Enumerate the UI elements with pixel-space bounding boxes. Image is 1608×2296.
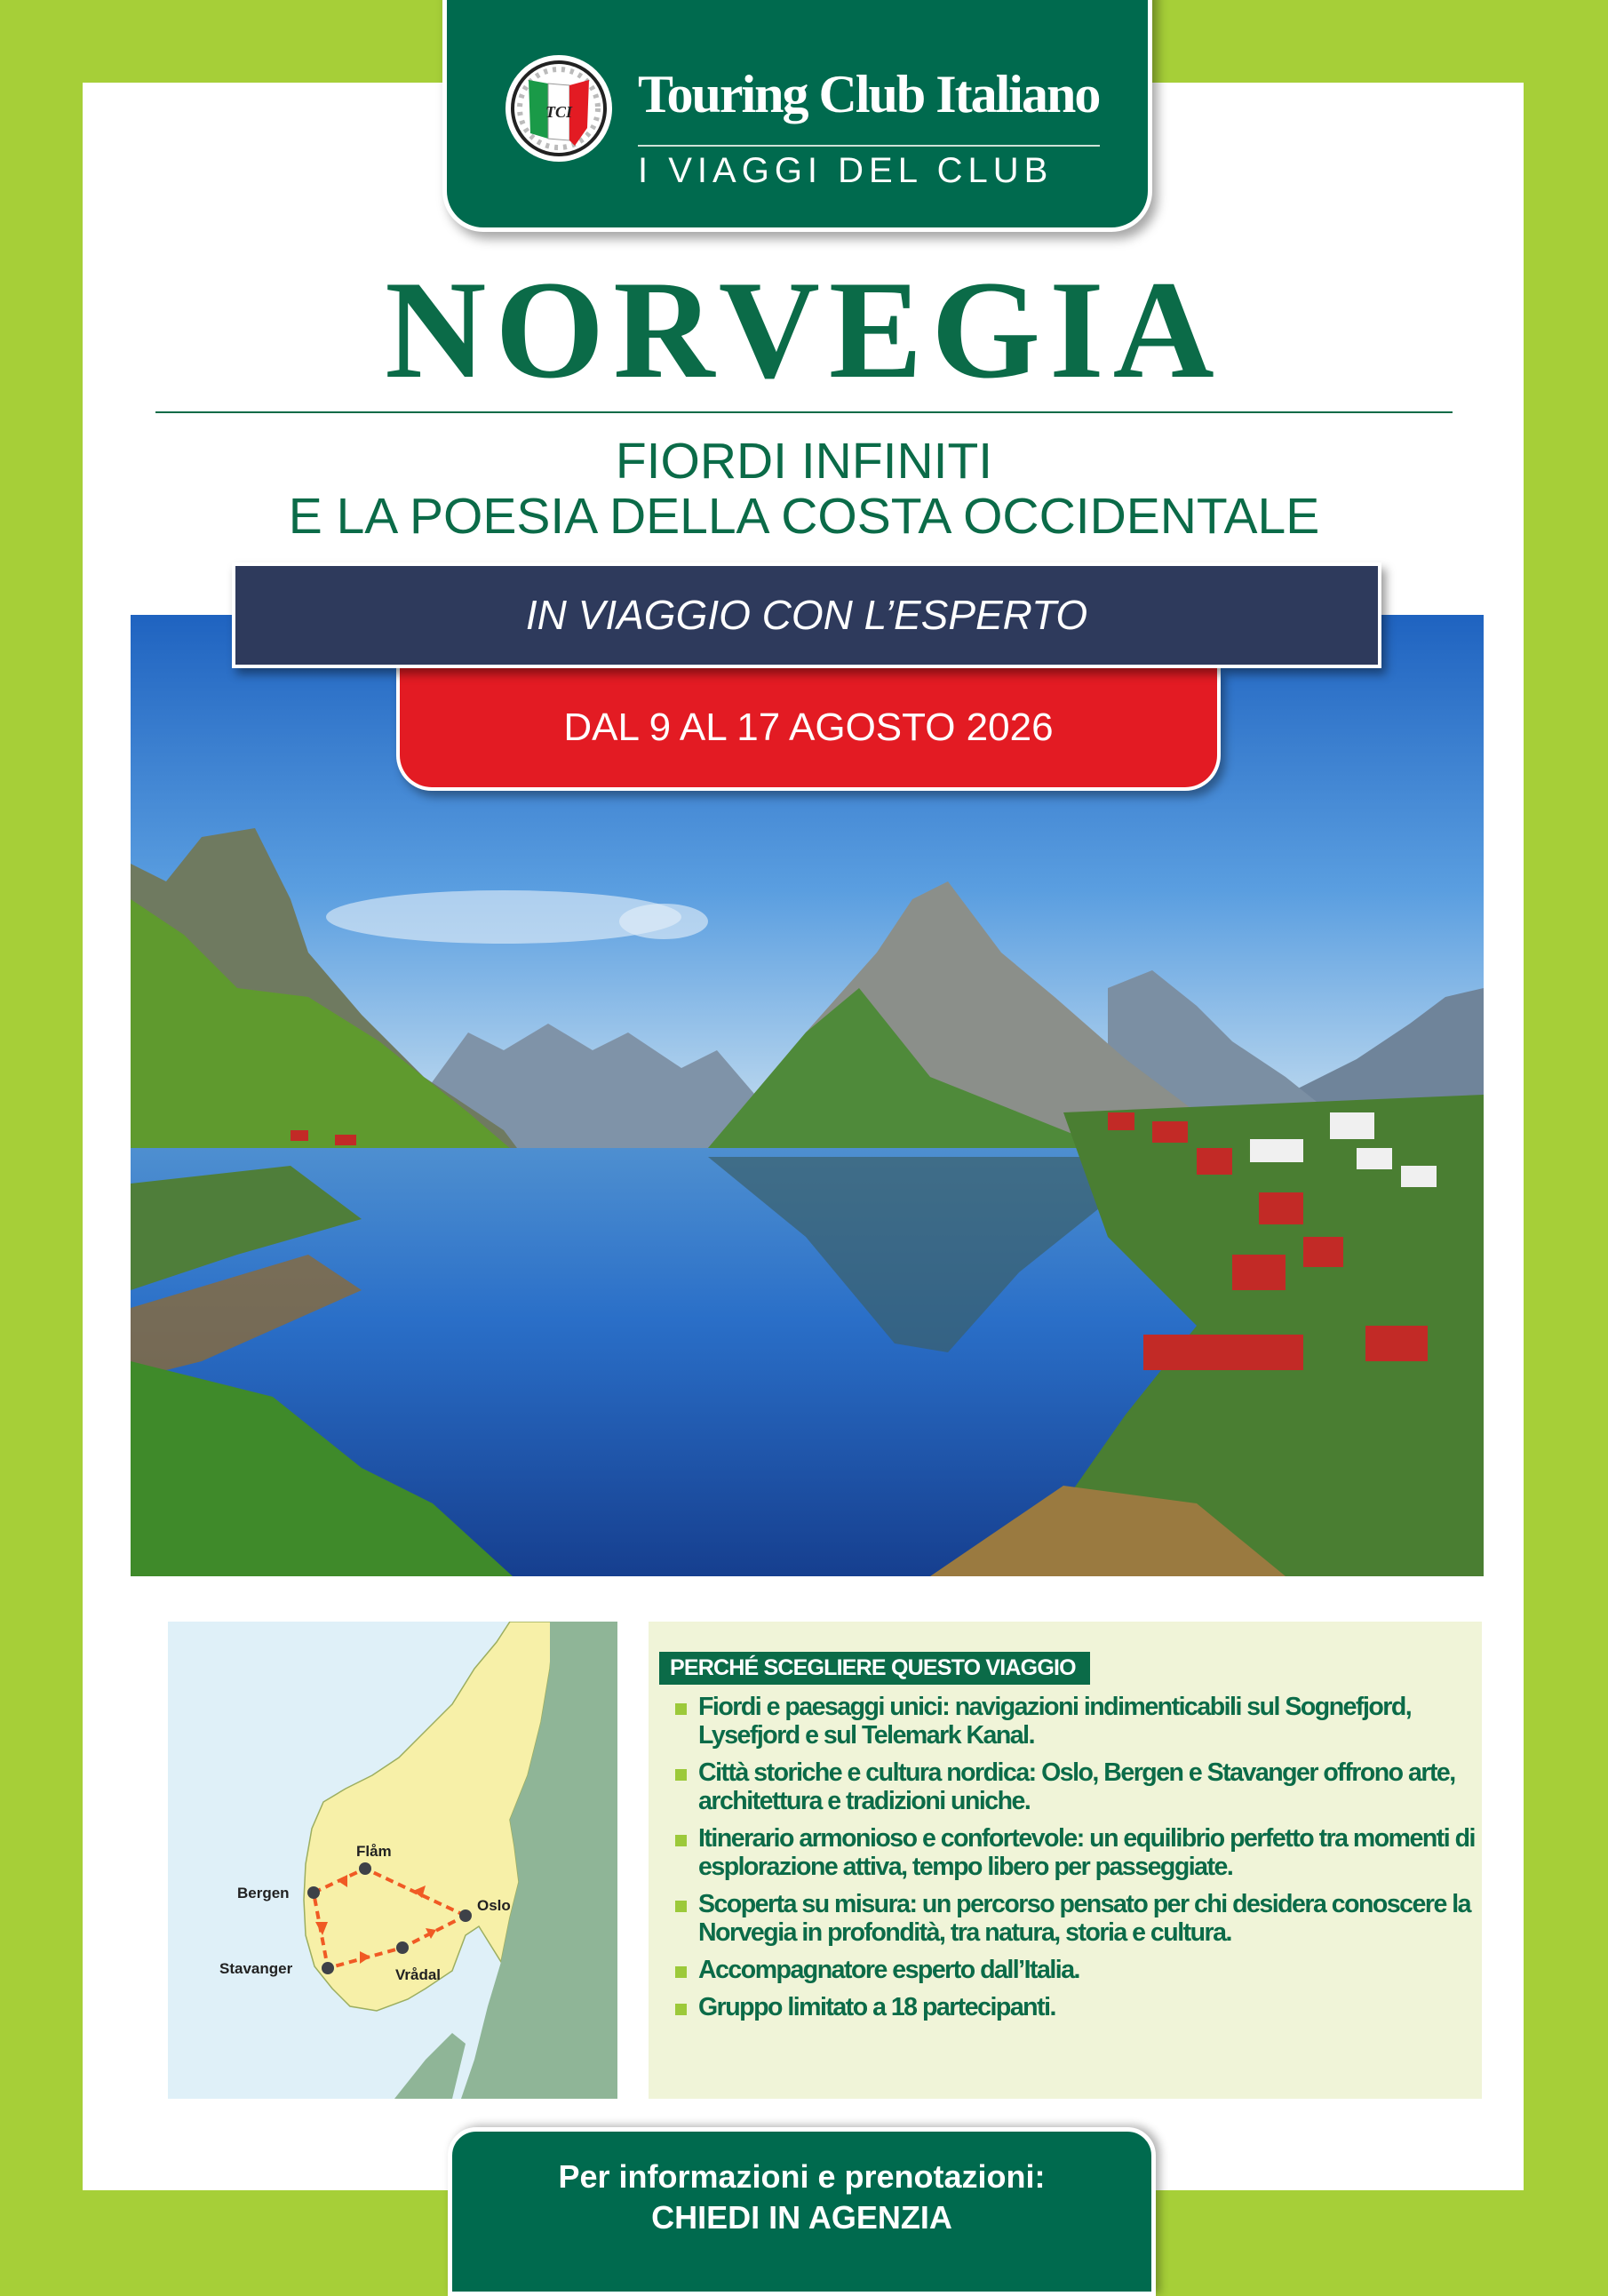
subtitle-line-2: E LA POESIA DELLA COSTA OCCIDENTALE <box>288 488 1320 545</box>
list-item: Città storiche e cultura nordica: Oslo, Bergen e Stavanger offrono arte, architettura e tradizioni uniche. <box>675 1758 1475 1815</box>
contact-line: Per informazioni e prenotazioni: <box>558 2158 1046 2195</box>
contact-cta: CHIEDI IN AGENZIA <box>651 2199 952 2236</box>
list-item: Gruppo limitato a 18 partecipanti. <box>675 1993 1475 2021</box>
contact-footer <box>448 2127 1156 2296</box>
header-badge <box>442 0 1152 232</box>
city-label-vradal: Vrådal <box>395 1966 442 1983</box>
bullet-square-icon <box>675 1835 687 1846</box>
dates-banner: DAL 9 AL 17 AGOSTO 2026 <box>396 668 1221 791</box>
city-label-flam: Flåm <box>356 1843 392 1860</box>
subtitle-line-1: FIORDI INFINITI <box>615 433 993 490</box>
why-list <box>675 1693 1475 2030</box>
list-item: Itinerario armonioso e confortevole: un equilibrio perfetto tra momenti di esplorazione attiva, tempo libero per passeggiate. <box>675 1824 1475 1881</box>
itinerary-map <box>168 1622 617 2099</box>
list-item: Accompagnatore esperto dall’Italia. <box>675 1956 1475 1984</box>
city-label-bergen: Bergen <box>237 1885 290 1901</box>
bullet-square-icon <box>675 1966 687 1978</box>
expert-banner: IN VIAGGIO CON L’ESPERTO <box>232 562 1381 668</box>
city-label-stavanger: Stavanger <box>219 1960 293 1977</box>
title-divider <box>155 411 1453 413</box>
list-item: Fiordi e paesaggi unici: navigazioni indimenticabili sul Sognefjord, Lysefjord e sul Telemark Kanal. <box>675 1693 1475 1750</box>
why-choose-panel <box>649 1622 1482 2099</box>
why-heading: PERCHÉ SCEGLIERE QUESTO VIAGGIO <box>659 1652 1090 1685</box>
bullet-square-icon <box>675 1769 687 1781</box>
list-item: Scoperta su misura: un percorso pensato per chi desidera conoscere la Norvegia in profondità, tra natura, storia e cultura. <box>675 1890 1475 1947</box>
tci-logo-icon <box>504 53 614 163</box>
city-marker-flam <box>359 1862 371 1875</box>
city-marker-bergen <box>307 1886 320 1899</box>
brand-divider <box>638 145 1100 147</box>
bullet-square-icon <box>675 2004 687 2015</box>
brand-name: Touring Club Italiano <box>638 65 1100 124</box>
city-marker-vradal <box>396 1941 409 1954</box>
page-title: NORVEGIA <box>385 252 1223 408</box>
city-label-oslo: Oslo <box>477 1897 511 1914</box>
bullet-square-icon <box>675 1901 687 1912</box>
city-marker-stavanger <box>322 1962 334 1974</box>
svg-text:TCI: TCI <box>545 103 573 121</box>
city-marker-oslo <box>459 1909 472 1922</box>
brand-subtitle: I VIAGGI DEL CLUB <box>638 151 1054 190</box>
bullet-square-icon <box>675 1703 687 1715</box>
